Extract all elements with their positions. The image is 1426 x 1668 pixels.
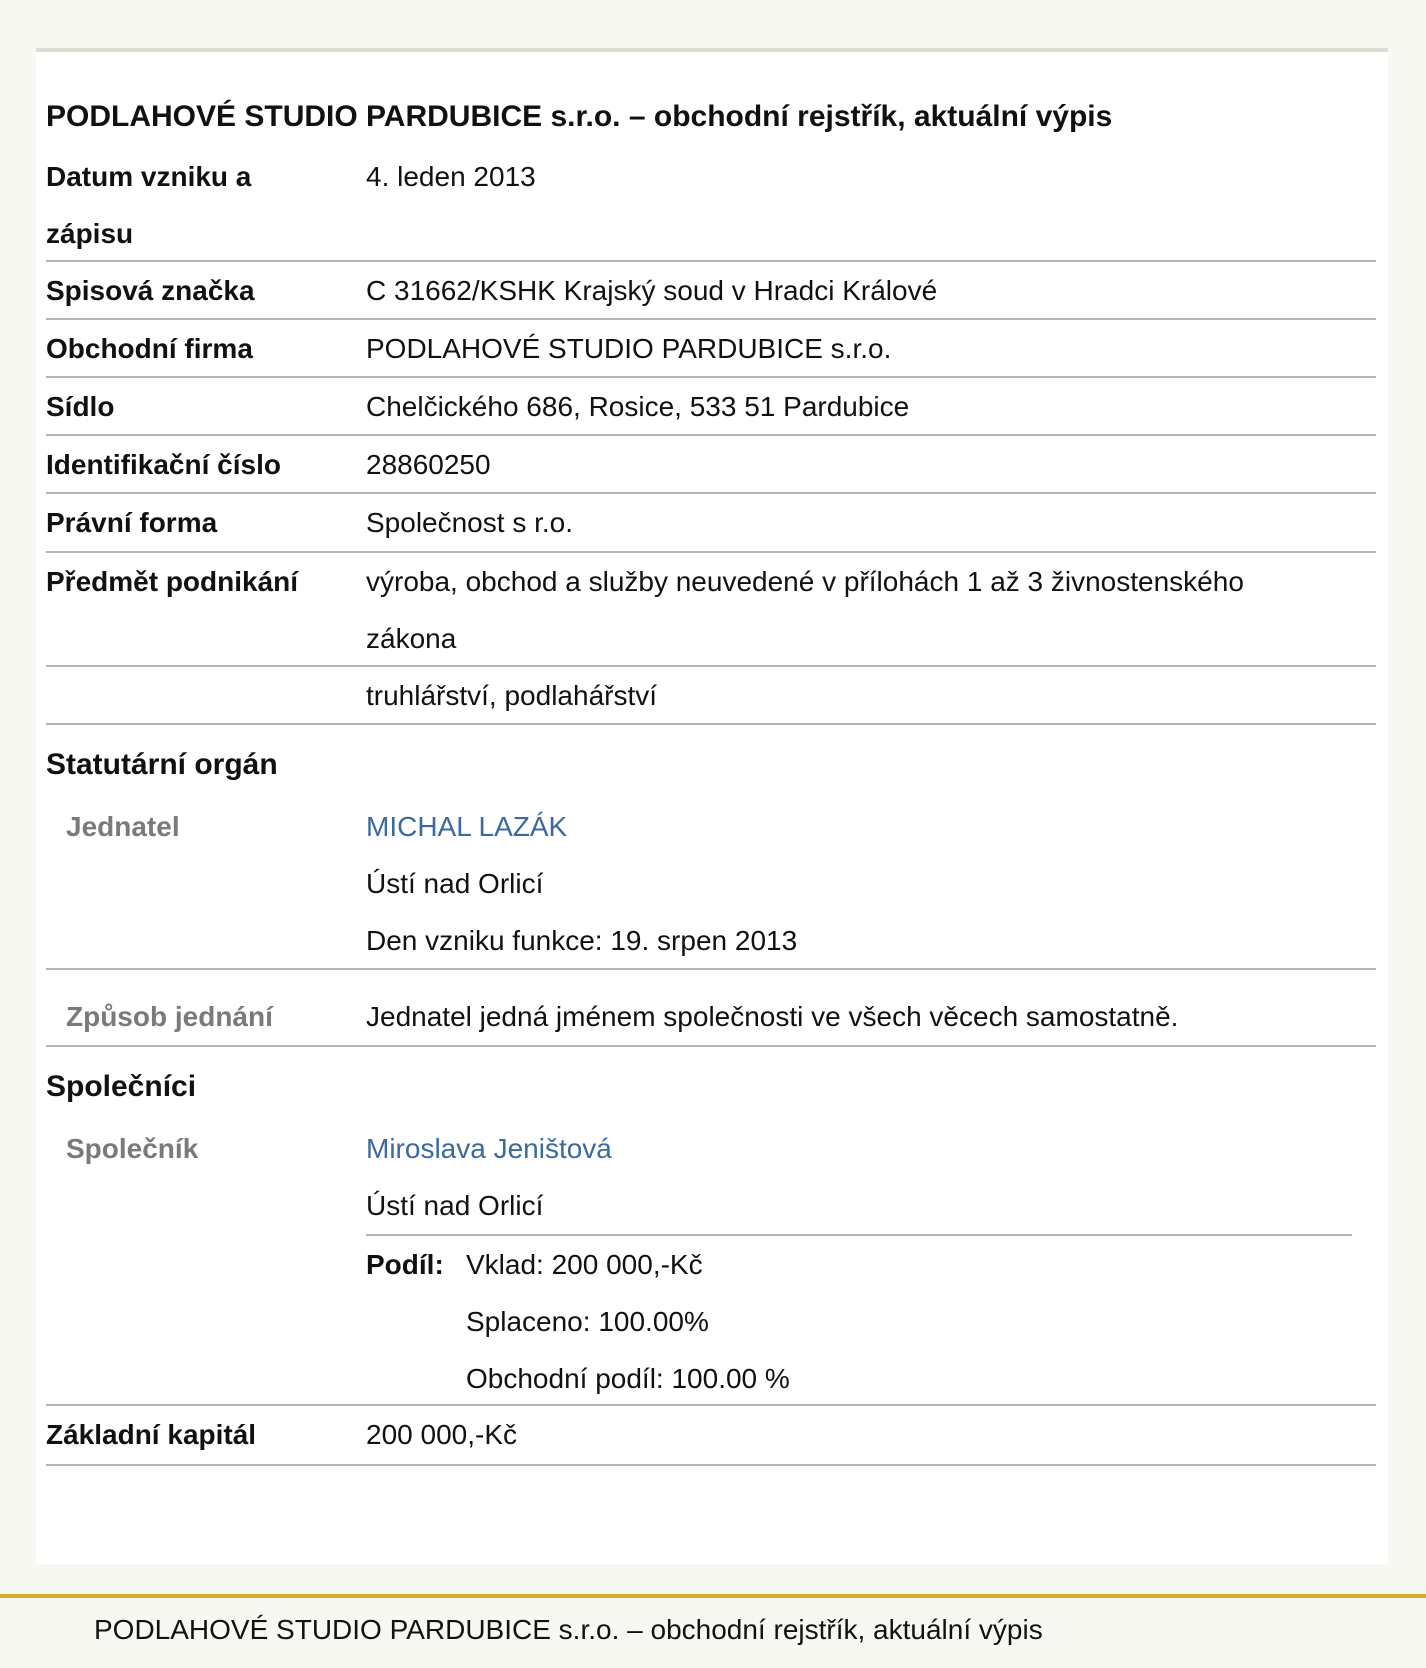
row-label: Předmět podnikání: [46, 566, 299, 597]
footer-accent-line: [0, 1594, 1426, 1598]
row-label: Identifikační číslo: [46, 449, 281, 480]
row-zpusob-jednani: [46, 970, 1376, 1047]
row-value: výroba, obchod a služby neuvedené v přílohách 1 až 3 živnostenského zákona: [366, 566, 1244, 654]
spolecnik-name-link[interactable]: Miroslava Jeništová: [366, 1133, 612, 1164]
row-value: truhlářství, podlahářství: [366, 680, 658, 711]
jednatel-since: Den vzniku funkce: 19. srpen 2013: [366, 925, 798, 956]
section-heading-statutarni: Statutární orgán: [46, 748, 278, 781]
page-title: PODLAHOVÉ STUDIO PARDUBICE s.r.o. – obchodní rejstřík, aktuální výpis: [46, 100, 1113, 133]
row-value: C 31662/KSHK Krajský soud v Hradci Králové: [366, 275, 938, 306]
row-value: 200 000,-Kč: [366, 1419, 517, 1450]
row-value: Společnost s r.o.: [366, 507, 574, 538]
row-pravni-forma: [46, 494, 1376, 553]
row-label: Základní kapitál: [46, 1419, 257, 1450]
jednatel-city: Ústí nad Orlicí: [366, 868, 544, 899]
row-label: Datum vzniku a zápisu: [46, 161, 252, 249]
row-zakladni-kapital: [46, 1406, 1376, 1466]
row-spolecnik: [46, 1120, 1376, 1406]
podil-label: Podíl:: [366, 1249, 444, 1280]
row-value: Chelčického 686, Rosice, 533 51 Pardubice: [366, 391, 910, 422]
row-sublabel: Společník: [66, 1133, 199, 1164]
row-spisova-znacka: [46, 262, 1376, 320]
row-value: PODLAHOVÉ STUDIO PARDUBICE s.r.o.: [366, 333, 892, 364]
row-predmet-podnikani-2: [46, 667, 1376, 725]
podil-vklad: Vklad: 200 000,-Kč: [466, 1249, 703, 1280]
row-sublabel: Způsob jednání: [66, 1001, 273, 1032]
row-label: Obchodní firma: [46, 333, 253, 364]
row-label: Sídlo: [46, 391, 115, 422]
row-label: Právní forma: [46, 507, 218, 538]
register-extract-panel: [36, 48, 1388, 1564]
row-ico: [46, 436, 1376, 494]
spolecnik-city: Ústí nad Orlicí: [366, 1190, 544, 1221]
podil-obchodni: Obchodní podíl: 100.00 %: [466, 1363, 790, 1394]
row-jednatel: [46, 798, 1376, 970]
row-value: Jednatel jedná jménem společnosti ve všech věcech samostatně.: [366, 1001, 1179, 1032]
footer-title: PODLAHOVÉ STUDIO PARDUBICE s.r.o. – obchodní rejstřík, aktuální výpis: [94, 1614, 1043, 1645]
row-sidlo: [46, 378, 1376, 436]
row-value: 28860250: [366, 449, 491, 480]
row-label: Spisová značka: [46, 275, 255, 306]
podil-splaceno: Splaceno: 100.00%: [466, 1306, 709, 1337]
row-sublabel: Jednatel: [66, 811, 180, 842]
row-value: 4. leden 2013: [366, 161, 536, 192]
row-predmet-podnikani: [46, 553, 1376, 667]
jednatel-name-link[interactable]: MICHAL LAZÁK: [366, 811, 568, 842]
row-datum-vzniku: [46, 148, 1376, 262]
section-heading-spolecnici: Společníci: [46, 1070, 197, 1103]
row-obchodni-firma: [46, 320, 1376, 378]
